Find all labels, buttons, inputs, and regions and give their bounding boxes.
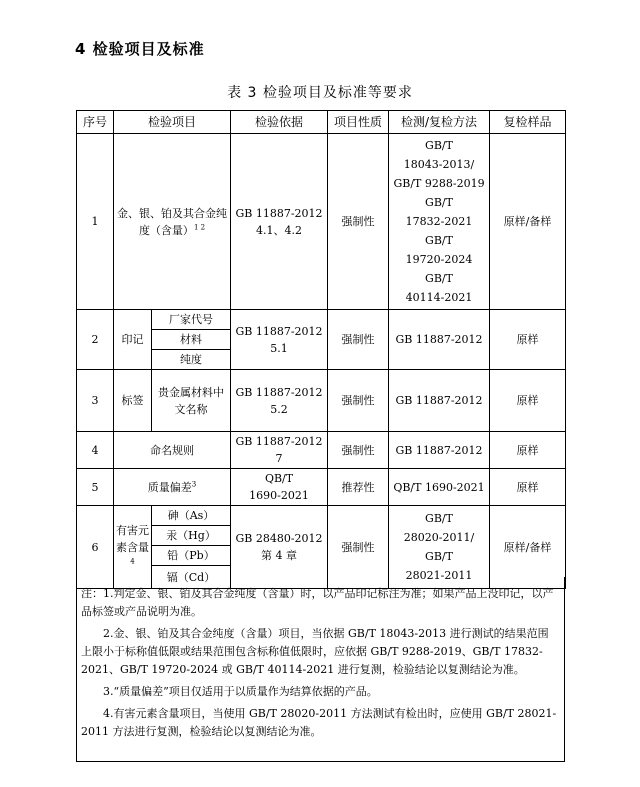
row-sample: 原样 <box>490 432 566 469</box>
basis-line: GB 11887-2012 <box>235 324 323 338</box>
basis-line: 7 <box>275 452 283 465</box>
header-basis: 检验依据 <box>231 111 328 134</box>
row-method: GB 11887-2012 <box>389 370 490 432</box>
row-number: 2 <box>77 310 114 370</box>
method-line: GB/T <box>425 272 453 285</box>
table-row <box>77 370 566 432</box>
row-sample: 原样 <box>490 469 566 506</box>
footnote-mark: 4 <box>130 556 135 565</box>
item-text: 金、银、铂及其合金纯度（含量） <box>117 206 227 237</box>
note-1: 注：1.判定金、银、铂及其合金纯度（含量）时，以产品印记标注为准；如果产品上没印记，以产品标签或产品说明为准。 <box>81 587 554 618</box>
row-sample: 原样/备样 <box>490 506 566 589</box>
row-item <box>114 469 231 506</box>
sub-item: 贵金属材料中文名称 <box>152 370 231 432</box>
basis-line: 5.1 <box>270 341 288 355</box>
table-row <box>77 310 566 330</box>
table-header-row <box>77 111 566 134</box>
basis-line: GB 11887-2012 <box>235 385 323 399</box>
row-group: 标签 <box>114 370 152 432</box>
row-number: 6 <box>77 506 114 589</box>
method-line: GB/T <box>425 550 453 563</box>
header-item: 检验项目 <box>114 111 231 134</box>
item-text: 质量偏差 <box>147 480 192 494</box>
note-3: 3.“质量偏差”项目仅适用于以质量作为结算依据的产品。 <box>103 685 378 698</box>
row-item: 命名规则 <box>114 432 231 469</box>
note-2: 2.金、银、铂及其合金纯度（含量）项目，当依据 GB/T 18043-2013 进行测试的结果范围上限小于标称值低限或结果范围包含标称值低限时，应依据 GB/T 9288-2019、GB/T 17832-2021、GB/T 19720-2024 或 GB/T 40114-2021 进行复测，检验结论以复测结论为准。 <box>81 627 549 676</box>
row-method: GB 11887-2012 <box>389 432 490 469</box>
sub-item: 汞（Hg） <box>152 526 231 546</box>
sub-item: 纯度 <box>152 350 231 370</box>
row-basis <box>231 432 328 469</box>
table-notes <box>76 577 565 762</box>
header-nature: 项目性质 <box>328 111 389 134</box>
method-line: GB/T 9288-2019 <box>393 177 485 190</box>
sub-item: 铅（Pb） <box>152 546 231 566</box>
basis-line: GB 11887-2012 <box>235 435 323 448</box>
row-number: 4 <box>77 432 114 469</box>
note-4: 4.有害元素含量项目，当使用 GB/T 28020-2011 方法测试有检出时，应使用 GB/T 28021-2011 方法进行复测，检验结论以复测结论为准。 <box>81 707 557 738</box>
row-sample: 原样/备样 <box>490 134 566 310</box>
method-line: GB/T <box>425 139 453 152</box>
row-sample: 原样 <box>490 370 566 432</box>
basis-line: 1690-2021 <box>249 489 309 502</box>
row-item <box>114 134 231 310</box>
row-method: GB 11887-2012 <box>389 310 490 370</box>
inspection-standards-table <box>76 110 566 589</box>
row-method <box>389 134 490 310</box>
method-line: 28020-2011/ <box>403 531 475 544</box>
row-basis <box>231 370 328 432</box>
row-nature: 强制性 <box>328 370 389 432</box>
group-text: 有害元素含量 <box>116 523 149 554</box>
row-sample: 原样 <box>490 310 566 370</box>
method-line: GB/T <box>425 234 453 247</box>
row-group: 印记 <box>114 310 152 370</box>
method-line: 17832-2021 <box>405 215 473 228</box>
sub-item: 厂家代号 <box>152 310 231 330</box>
row-nature: 强制性 <box>328 310 389 370</box>
row-nature: 强制性 <box>328 506 389 589</box>
method-line: 40114-2021 <box>405 291 473 304</box>
basis-line: 第 4 章 <box>261 549 298 562</box>
row-basis <box>231 310 328 370</box>
footnote-mark: 1 2 <box>193 222 206 231</box>
row-basis <box>231 469 328 506</box>
sub-item: 材料 <box>152 330 231 350</box>
method-line: 28021-2011 <box>405 569 473 582</box>
header-sample: 复检样品 <box>490 111 566 134</box>
table-row <box>77 506 566 526</box>
row-nature: 推荐性 <box>328 469 389 506</box>
row-method: QB/T 1690-2021 <box>389 469 490 506</box>
method-line: 19720-2024 <box>405 253 473 266</box>
header-no: 序号 <box>77 111 114 134</box>
row-number: 3 <box>77 370 114 432</box>
basis-line: 4.1、4.2 <box>256 223 303 237</box>
row-basis <box>231 134 328 310</box>
row-number: 5 <box>77 469 114 506</box>
row-nature: 强制性 <box>328 134 389 310</box>
table-caption: 表 3 检验项目及标准等要求 <box>227 85 413 101</box>
basis-line: GB 28480-2012 <box>235 532 323 545</box>
section-heading: 4 检验项目及标准 <box>75 40 205 58</box>
basis-line: GB 11887-2012 <box>235 206 323 220</box>
footnote-mark: 3 <box>191 479 197 488</box>
method-line: GB/T <box>425 196 453 209</box>
sub-item: 镉（Cd） <box>152 566 231 589</box>
table-row <box>77 469 566 506</box>
header-method: 检测/复检方法 <box>389 111 490 134</box>
method-line: GB/T <box>425 512 453 525</box>
basis-line: 5.2 <box>270 402 288 416</box>
row-number: 1 <box>77 134 114 310</box>
sub-item: 砷（As） <box>152 506 231 526</box>
table-row <box>77 134 566 310</box>
table-row <box>77 432 566 469</box>
basis-line: QB/T <box>264 472 294 485</box>
method-line: 18043-2013/ <box>403 158 475 171</box>
row-nature: 强制性 <box>328 432 389 469</box>
